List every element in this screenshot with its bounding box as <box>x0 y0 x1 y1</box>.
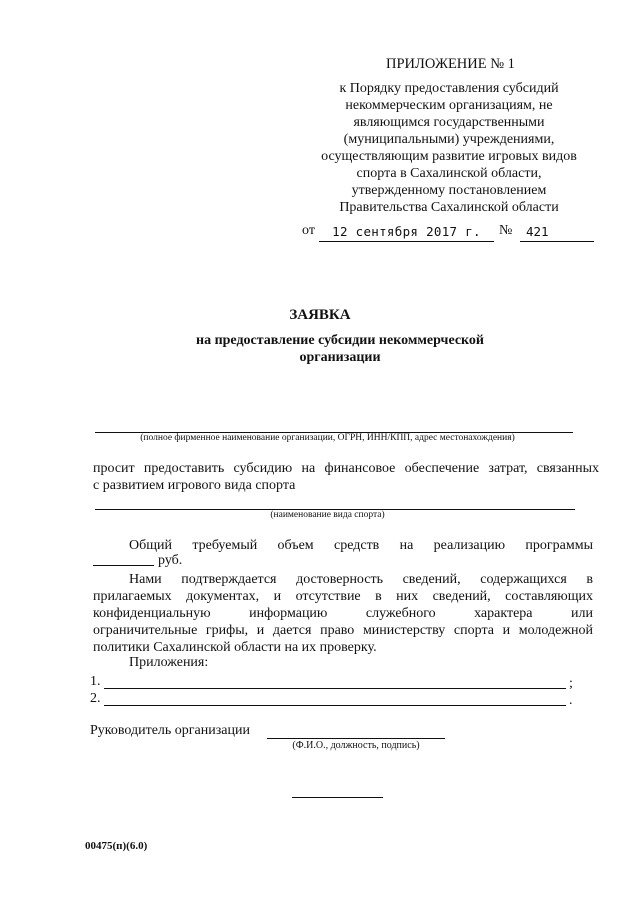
appendix-line: (муниципальными) учреждениями, <box>343 132 555 147</box>
document-title: ЗАЯВКА <box>289 307 351 323</box>
appendix-line: являющимся государственными <box>353 115 545 130</box>
signature-caption: (Ф.И.О., должность, подпись) <box>292 740 420 751</box>
attachments-label: Приложения: <box>129 655 209 670</box>
separator-line <box>292 797 383 798</box>
volume-line: Общий требуемый объем средств на реализацию программы <box>129 538 593 553</box>
confirmation-line: политики Сахалинской области на их проверку. <box>93 640 377 655</box>
currency-label: руб. <box>158 553 183 568</box>
attachment-field-2[interactable] <box>104 705 566 706</box>
confirmation-line: прилагаемых документах, и отсутствие в них сведений, составляющих <box>93 589 593 604</box>
number-prefix: № <box>499 223 513 238</box>
request-line: с развитием игрового вида спорта <box>93 478 296 493</box>
appendix-line: некоммерческим организациям, не <box>345 98 553 113</box>
appendix-line: к Порядку предоставления субсидий <box>339 81 559 96</box>
request-line: просит предоставить субсидию на финансовое обеспечение затрат, связанных <box>93 461 599 476</box>
form-code: 00475(п)(6.0) <box>85 840 148 852</box>
attachment-field-1[interactable] <box>104 688 566 689</box>
appendix-line: Правительства Сахалинской области <box>339 200 559 215</box>
signature-label: Руководитель организации <box>90 723 250 738</box>
confirmation-line: Нами подтверждается достоверность сведений, содержащихся в <box>129 572 593 587</box>
confirmation-line: ограничительные грифы, и дается право министерству спорта и молодежной <box>93 623 593 638</box>
appendix-line: утвержденному постановлением <box>351 183 547 198</box>
appendix-title: ПРИЛОЖЕНИЕ № 1 <box>386 56 515 72</box>
date-prefix: от <box>302 223 315 238</box>
attachment-number: 1. <box>90 674 101 689</box>
request-paragraph <box>93 460 599 494</box>
appendix-line: спорта в Сахалинской области, <box>356 166 542 181</box>
subtitle-line: на предоставление субсидии некоммерческой <box>196 333 484 348</box>
attachment-number: 2. <box>90 691 101 706</box>
sport-name-caption: (наименование вида спорта) <box>270 510 385 520</box>
volume-paragraph <box>129 537 593 554</box>
appendix-reference <box>304 80 594 216</box>
resolution-number: 421 <box>520 223 594 242</box>
confirmation-paragraph <box>93 571 593 656</box>
appendix-line: осуществляющим развитие игровых видов <box>321 149 577 164</box>
attachment-end: ; <box>569 676 573 691</box>
resolution-date-row <box>302 223 602 243</box>
confirmation-line: конфиденциальную информацию служебного характера или <box>93 606 593 621</box>
signature-field[interactable] <box>267 738 445 739</box>
amount-field[interactable] <box>93 565 154 566</box>
attachment-end: . <box>569 693 573 708</box>
subtitle-line: организации <box>299 350 381 365</box>
resolution-date: 12 сентября 2017 г. <box>319 223 494 242</box>
organization-name-caption: (полное фирменное наименование организации, ОГРН, ИНН/КПП, адрес местонахождения) <box>140 433 515 443</box>
document-subtitle <box>150 332 530 366</box>
